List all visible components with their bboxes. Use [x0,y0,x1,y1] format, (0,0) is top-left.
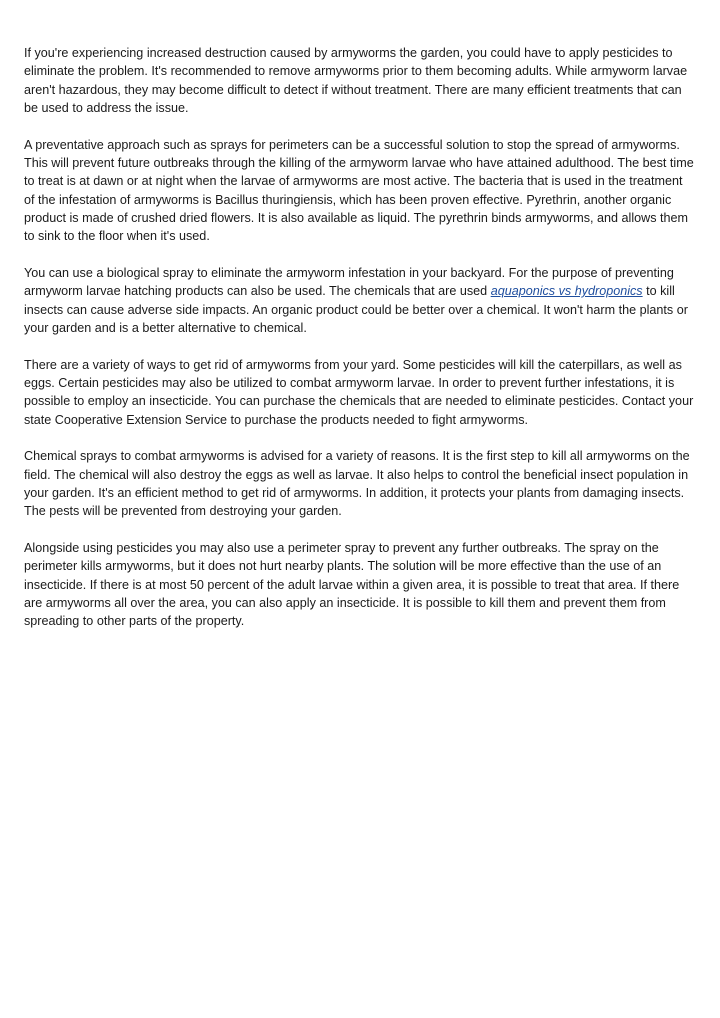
paragraph-4: There are a variety of ways to get rid of armyworms from your yard. Some pesticides will kill the caterpillars, as well as eggs. Certain pesticides may also be utilized to combat armyworm larvae. In order to prevent further infestations, it is possible to employ an insecticide. You can purchase the chemicals that are needed to eliminate pesticides. Contact your state Cooperative Extension Service to purchase the products needed to fight armyworms. [24,357,694,427]
paragraph-1: If you're experiencing increased destruction caused by armyworms the garden, you could have to apply pesticides to eliminate the problem. It's recommended to remove armyworms prior to them becoming adults. While armyworm larvae aren't hazardous, they may become difficult to detect if without treatment. There are many efficient treatments that can be used to address the issue. [24,46,688,115]
aquaponics-vs-hydroponics-link[interactable]: aquaponics vs hydroponics [490,284,643,299]
paragraph-3-text-before-link: You can use a biological spray to eliminate the armyworm infestation in your backyard. For the purpose of preventing armyworm larvae hatching products can also be used. The chemicals that are used [24,265,674,299]
paragraph-3-text-after-link: to kill insects can cause adverse side impacts. An organic product could be better over a chemical. It won't harm the plants or your garden and is a better alternative to chemical. [24,284,688,335]
article-body [24,44,696,649]
paragraph-5: Chemical sprays to combat armyworms is advised for a variety of reasons. It is the first step to kill all armyworms on the field. The chemical will also destroy the eggs as well as larvae. It also helps to control the beneficial insect population in your garden. It's an efficient method to get rid of armyworms. In addition, it protects your plants from damaging insects. The pests will be prevented from destroying your garden. [24,449,690,519]
paragraph-6: Alongside using pesticides you may also use a perimeter spray to prevent any further outbreaks. The spray on the perimeter kills armyworms, but it does not hurt nearby plants. The solution will be more effective than the use of an insecticide. If there is at most 50 percent of the adult larvae within a given area, it is possible to treat that area. If there are armyworms all over the area, you can also apply an insecticide. It is possible to kill them and prevent them from spreading to other parts of the property. [24,541,680,629]
paragraph-2: A preventative approach such as sprays for perimeters can be a successful solution to stop the spread of armyworms. This will prevent future outbreaks through the killing of the armyworm larvae who have attained adulthood. The best time to treat is at dawn or at night when the larvae of armyworms are most active. The bacteria that is used in the treatment of the infestation of armyworms is Bacillus thuringiensis, which has been proven effective. Pyrethrin, another organic product is made of crushed dried flowers. It is also available as liquid. The pyrethrin binds armyworms, and allows them to sink to the floor when it's used. [24,137,694,244]
paragraph-3 [24,264,696,337]
